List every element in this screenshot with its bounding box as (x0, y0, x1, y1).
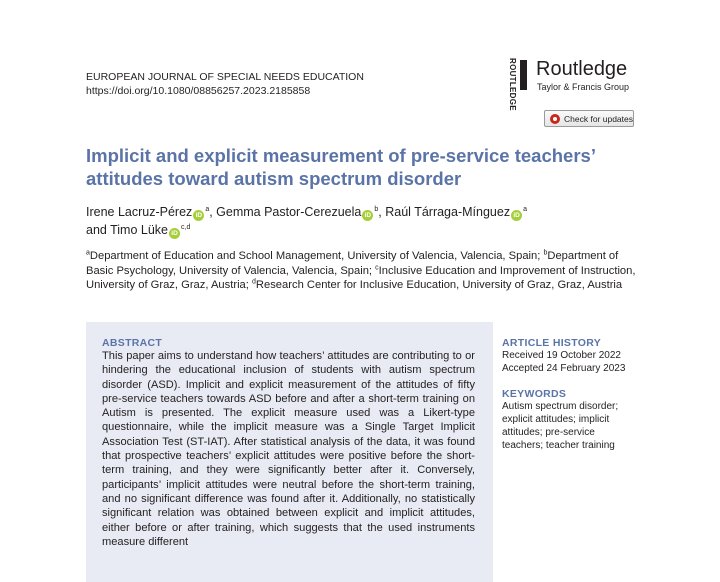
affiliations (86, 249, 642, 293)
orcid-icon[interactable]: iD (362, 210, 373, 221)
affiliation-text: Inclusive Education and Improvement of Instruction, University of Graz, Graz, Austria; (86, 264, 636, 292)
publisher-group: Taylor & Francis Group (537, 82, 630, 92)
keywords-heading: KEYWORDS (502, 388, 567, 400)
affiliation-text: Department of Education and School Management, University of Valencia, Valencia, Spain; (89, 250, 544, 262)
author-name: Raúl Tárraga-Mínguez (385, 205, 511, 219)
check-for-updates-button[interactable] (544, 110, 634, 127)
affiliation-marker: d (252, 278, 256, 286)
affiliation-text: Research Center for Inclusive Education, University of Graz, Graz, Austria (255, 279, 623, 292)
author-affiliation-marker: b (374, 205, 379, 213)
crossmark-icon (550, 114, 560, 124)
author-name: Gemma Pastor-Cerezuela (216, 205, 362, 219)
author-list: Irene Lacruz-Pérez $iD^a$, Gemma Pastor-Cerezuela $iD^b$, Raúl Tárraga-Mínguez $iD^a$ and Timo Lüke iD$^{c,d}$ (86, 205, 527, 237)
keywords-section (502, 388, 632, 452)
affiliation-marker: a (86, 249, 90, 257)
publisher-name: Routledge (536, 58, 628, 80)
article-title: Implicit and explicit measurement of pre-service teachers’ attitudes toward autism spectrum disorder (86, 145, 595, 189)
author-name: Irene Lacruz-Pérez (86, 205, 193, 219)
keywords-text: Autism spectrum disorder; explicit attitudes; implicit attitudes; pre-service teachers; teacher training (502, 401, 619, 451)
author-name: Timo Lüke (110, 223, 169, 237)
affiliation-marker: c (375, 263, 379, 271)
orcid-icon[interactable]: iD (169, 228, 180, 239)
author-affiliation-marker: a (205, 205, 210, 213)
abstract-text: This paper aims to understand how teachers’ attitudes are contributing to or hindering the educational inclusion of students with autism spectrum disorder (ASD). Implicit and explicit measurement of the attitudes of fifty pre-service teachers towards ASD before and after a short-term training on Autism is presented. The explicit measure used was a Likert-type questionnaire, while the implicit measure was a Single Target Implicit Association Test (ST-IAT). After statistical analysis of the data, it was found that prospective teachers’ explicit attitudes were positive before the short-term training, and they were significantly better after it. Conversely, participants’ implicit attitudes were neutral before the short-term training, and no significant difference was found after it. Additionally, no statistically significant relation was obtained between explicit and implicit attitudes, either before or after training, which suggests that the used instruments measure different (102, 350, 475, 548)
accepted-date: Accepted 24 February 2023 (502, 363, 626, 374)
author-affiliation-marker: a (523, 205, 527, 213)
author-affiliation-marker: c,d (181, 223, 191, 231)
doi-link[interactable]: https://doi.org/10.1080/08856257.2023.2185858 (86, 85, 311, 97)
orcid-icon[interactable]: iD (193, 210, 204, 221)
article-history-heading: ARTICLE HISTORY (502, 337, 602, 349)
article-history (502, 337, 652, 375)
journal-info (86, 70, 364, 98)
abstract-heading: ABSTRACT (102, 337, 163, 349)
received-date: Received 19 October 2022 (502, 350, 621, 361)
affiliation-marker: b (543, 249, 548, 257)
publisher-logo (506, 56, 646, 111)
publisher-mark-text: ROUTLEDGE (508, 58, 517, 111)
check-for-updates-label: Check for updates (564, 113, 633, 124)
affiliation-text: Department of Basic Psychology, University of Valencia, Valencia, Spain; (86, 250, 619, 277)
journal-name: EUROPEAN JOURNAL OF SPECIAL NEEDS EDUCATION (86, 71, 364, 83)
orcid-icon[interactable]: iD (511, 210, 522, 221)
